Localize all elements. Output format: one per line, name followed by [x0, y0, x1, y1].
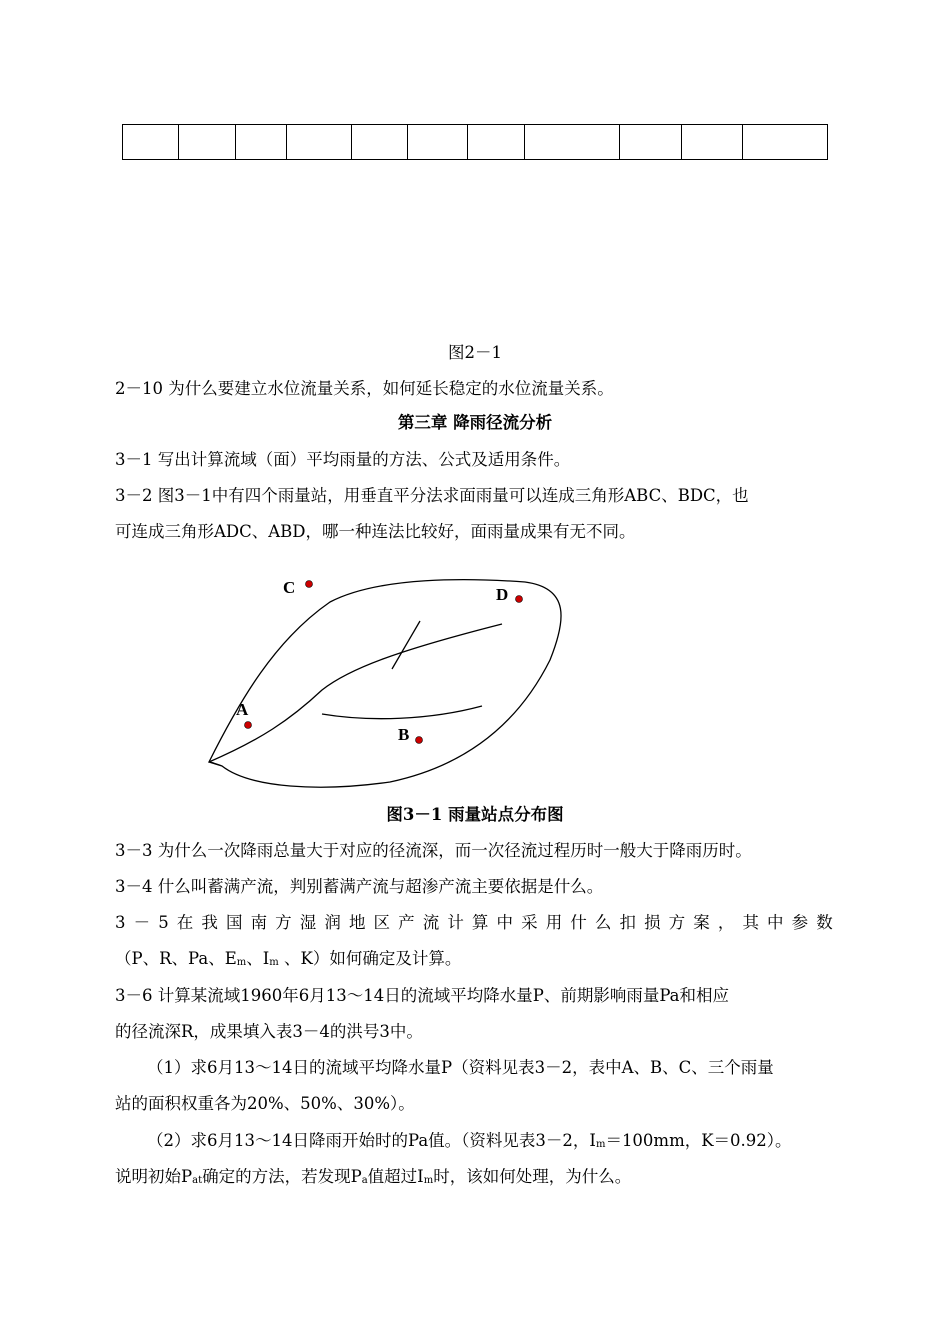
- watershed-boundary: [209, 580, 561, 788]
- table-cell: [123, 125, 179, 160]
- justified-char: 地: [348, 913, 366, 932]
- subscript: at: [192, 1175, 203, 1186]
- justified-char: 其: [742, 913, 759, 932]
- subscript: m: [236, 957, 247, 968]
- table-cell: [682, 125, 743, 160]
- table-row: [123, 125, 828, 160]
- figure-3-1-caption: 图3－1 雨量站点分布图: [386, 805, 564, 824]
- subquestion-1-line2: 站的面积权重各为20%、50%、30%）。: [115, 1094, 415, 1113]
- rain-station-c-marker: [306, 581, 313, 588]
- subquestion-1-line1: （1）求6月13～14日的流域平均降水量P（资料见表3－2，表中A、B、C、三个雨量: [147, 1058, 774, 1077]
- justified-char: 数: [816, 913, 833, 932]
- text-run: 值超过I: [367, 1167, 424, 1186]
- text-run: （P、R、Pa、E: [115, 949, 237, 968]
- question-3-5-line2: [115, 948, 461, 970]
- justified-char: 产: [398, 913, 415, 932]
- question-3-6-line2: 的径流深R，成果填入表3－4的洪号3中。: [115, 1022, 423, 1041]
- question-3-1: 3－1 写出计算流域（面）平均雨量的方法、公式及适用条件。: [115, 450, 571, 469]
- question-3-2-line2: 可连成三角形ADC、ABD，哪一种连法比较好，面雨量成果有无不同。: [115, 522, 636, 541]
- question-2-10: 2－10 为什么要建立水位流量关系，如何延长稳定的水位流量关系。: [115, 379, 614, 398]
- text-run: 说明初始P: [115, 1167, 193, 1186]
- justified-char: 用: [545, 913, 563, 932]
- justified-char: ，: [717, 913, 735, 932]
- question-3-2-line1: 3－2 图3－1中有四个雨量站，用垂直平分法求面雨量可以连成三角形ABC、BDC，也: [115, 486, 749, 505]
- subquestion-2-line1: [147, 1130, 792, 1152]
- text-run: （2）求6月13～14日降雨开始时的Pa值。（资料见表3－2，I: [147, 1131, 596, 1150]
- chapter-title: 第三章 降雨径流分析: [397, 413, 553, 432]
- table-cell: [179, 125, 236, 160]
- justified-char: 损: [644, 913, 661, 932]
- justified-char: 方: [668, 913, 686, 932]
- justified-char: 方: [275, 913, 292, 932]
- justified-char: 案: [693, 913, 710, 932]
- justified-char: 我: [201, 913, 218, 932]
- justified-char: 扣: [619, 913, 636, 932]
- rain-station-a-marker: [245, 722, 252, 729]
- justified-char: 国: [225, 913, 243, 932]
- subscript: m: [595, 1139, 606, 1150]
- text-run: 、K）如何确定及计算。: [278, 949, 462, 968]
- table-cell: [468, 125, 525, 160]
- subscript: m: [269, 957, 279, 968]
- table-cell: [287, 125, 352, 160]
- justified-char: 区: [373, 913, 391, 932]
- question-3-4: 3－4 什么叫蓄满产流，判别蓄满产流与超渗产流主要依据是什么。: [115, 877, 604, 896]
- figure-2-1-caption: 图2－1: [448, 343, 502, 362]
- table-cell: [236, 125, 287, 160]
- justified-char: 参: [791, 913, 809, 932]
- rain-station-b-label: B: [398, 725, 410, 744]
- justified-char: 3: [115, 913, 126, 932]
- table-cell: [743, 125, 828, 160]
- question-3-3: 3－3 为什么一次降雨总量大于对应的径流深，而一次径流过程历时一般大于降雨历时。: [115, 841, 752, 860]
- justified-char: 什: [570, 913, 587, 932]
- question-3-5-line1: [115, 912, 833, 934]
- subscript: a: [361, 1175, 368, 1186]
- rain-station-a-label: A: [236, 700, 249, 719]
- justified-char: 中: [767, 913, 784, 932]
- main-river: [209, 624, 502, 762]
- justified-char: 流: [422, 913, 440, 932]
- justified-char: 中: [496, 913, 513, 932]
- empty-data-table: [122, 124, 828, 160]
- justified-char: 计: [447, 913, 464, 932]
- justified-char: －: [133, 913, 151, 932]
- watershed-diagram: [0, 560, 950, 800]
- justified-char: 算: [471, 913, 489, 932]
- justified-char: 湿: [299, 913, 317, 932]
- text-run: 、I: [246, 949, 270, 968]
- table-cell: [408, 125, 468, 160]
- justified-char: 么: [594, 913, 612, 932]
- table-cell: [620, 125, 682, 160]
- justified-char: 5: [158, 913, 169, 932]
- question-3-6-line1: 3－6 计算某流域1960年6月13～14日的流域平均降水量P、前期影响雨量Pa和相应: [115, 986, 730, 1005]
- text-run: 时，该如何处理，为什么。: [433, 1167, 632, 1186]
- justified-char: 南: [250, 913, 268, 932]
- tributary-upper: [392, 621, 420, 669]
- rain-station-c-label: C: [283, 578, 296, 597]
- table-cell: [525, 125, 620, 160]
- justified-char: 采: [521, 913, 538, 932]
- rain-station-d-label: D: [496, 585, 509, 604]
- subquestion-2-line2: [115, 1166, 631, 1188]
- subscript: m: [423, 1175, 434, 1186]
- justified-char: 润: [324, 913, 341, 932]
- justified-char: 在: [176, 913, 194, 932]
- tributary-lower: [322, 706, 482, 719]
- text-run: 确定的方法，若发现P: [202, 1167, 362, 1186]
- rain-station-d-marker: [516, 596, 523, 603]
- table-cell: [352, 125, 408, 160]
- text-run: ＝100mm，K＝0.92）。: [605, 1131, 792, 1150]
- rain-station-b-marker: [416, 737, 423, 744]
